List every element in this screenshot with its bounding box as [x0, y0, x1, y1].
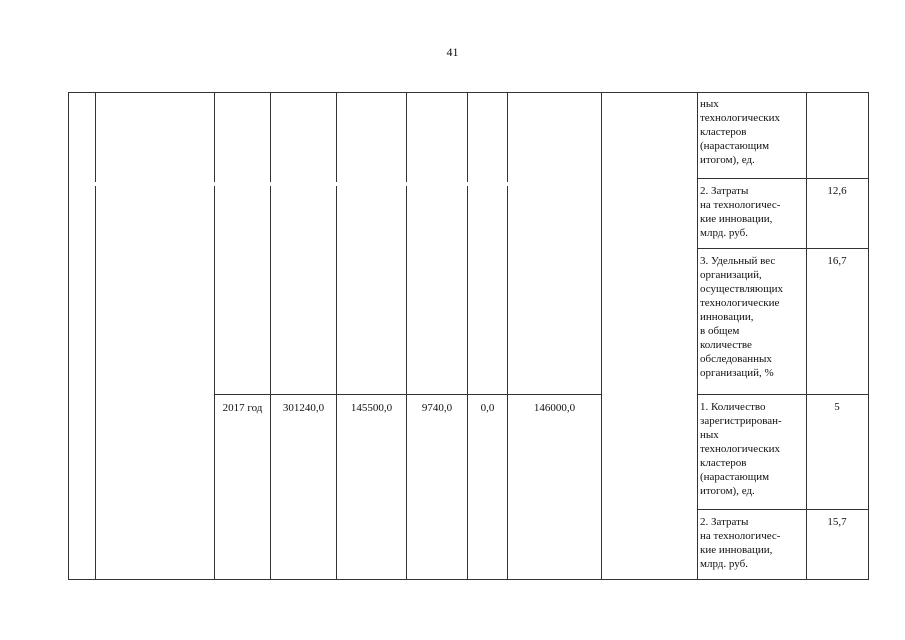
row-divider	[697, 394, 868, 395]
amount-cell: 0,0	[480, 402, 495, 414]
column-border	[467, 186, 468, 580]
amount-cell: 301240,0	[282, 402, 325, 414]
row-divider	[697, 248, 868, 249]
amount-cell: 145500,0	[350, 402, 393, 414]
column-border	[214, 92, 215, 182]
indicator-value: 12,6	[827, 185, 847, 197]
row-divider	[697, 509, 868, 510]
column-border	[270, 92, 271, 182]
column-border	[95, 92, 96, 182]
amount-cell: 146000,0	[533, 402, 576, 414]
page-number: 41	[446, 45, 459, 59]
indicator-text: 2. Затраты на технологичес- кие инновации, млрд. руб.	[700, 516, 781, 570]
column-border	[806, 92, 807, 580]
column-border	[95, 186, 96, 580]
column-border	[507, 186, 508, 580]
indicator-text: ных технологических кластеров (нарастающим итогом), ед.	[700, 98, 780, 166]
row-divider	[697, 178, 868, 179]
table-bottom-border	[68, 579, 868, 580]
column-border	[601, 92, 602, 580]
table-top-border	[68, 92, 868, 93]
column-border	[68, 92, 69, 580]
column-border	[697, 92, 698, 580]
indicator-text: 2. Затраты на технологичес- кие инновации, млрд. руб.	[700, 185, 781, 239]
column-border	[336, 92, 337, 182]
column-border	[406, 92, 407, 182]
indicator-text: 1. Количество зарегистрирован- ных технологических кластеров (нарастающим итогом), ед.	[700, 401, 782, 497]
indicator-text: 3. Удельный вес организаций, осуществляющих технологические инновации, в общем количестве обследованных организаций, %	[700, 255, 783, 379]
column-border	[336, 186, 337, 580]
column-border	[214, 186, 215, 580]
year-cell: 2017 год	[222, 402, 263, 414]
column-border	[270, 186, 271, 580]
column-border	[868, 92, 869, 580]
indicator-value: 5	[834, 401, 840, 413]
indicator-value: 15,7	[827, 516, 847, 528]
column-border	[467, 92, 468, 182]
column-border	[406, 186, 407, 580]
column-border	[507, 92, 508, 182]
amount-cell: 9740,0	[421, 402, 453, 414]
indicator-value: 16,7	[827, 255, 847, 267]
row-divider	[214, 394, 601, 395]
